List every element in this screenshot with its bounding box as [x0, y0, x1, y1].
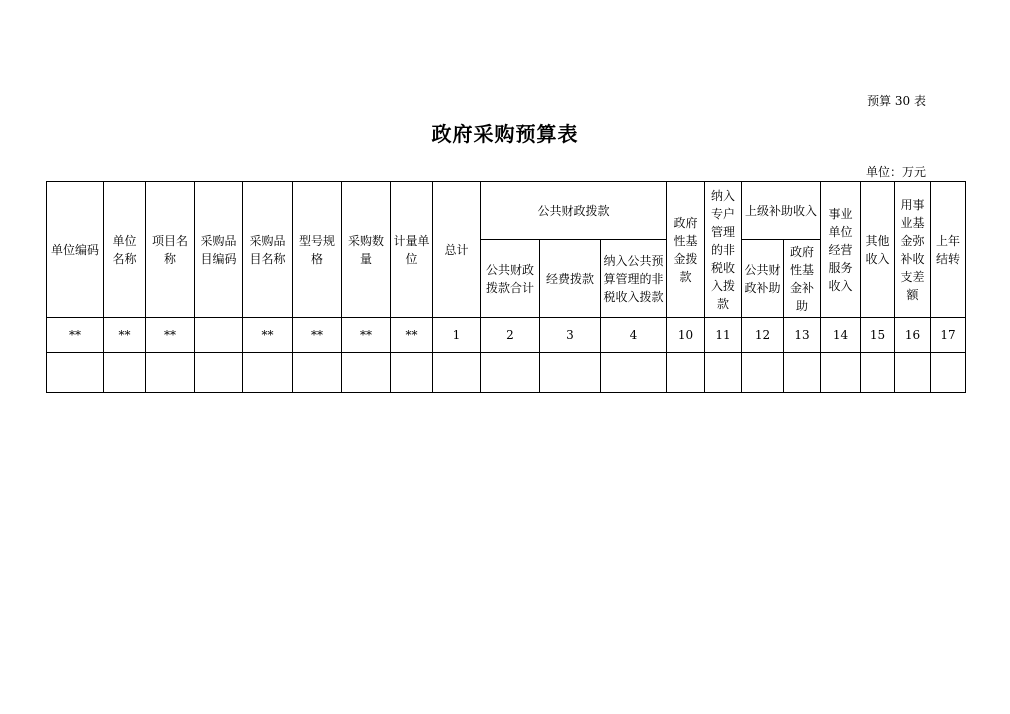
header-superior-public-finance: 公共财政补助: [742, 240, 784, 318]
code-cell: 13: [784, 318, 821, 353]
code-cell: **: [146, 318, 195, 353]
data-cell: [931, 353, 966, 393]
code-cell: **: [391, 318, 433, 353]
header-superior-gov-fund: 政府性基金补助: [784, 240, 821, 318]
code-cell: 3: [540, 318, 601, 353]
data-cell: [391, 353, 433, 393]
code-cell: **: [342, 318, 391, 353]
header-project-name: 项目名称: [146, 182, 195, 318]
data-row: [47, 353, 966, 393]
data-cell: [243, 353, 293, 393]
code-cell: **: [243, 318, 293, 353]
header-superior-subsidy: 上级补助收入: [742, 182, 821, 240]
data-cell: [433, 353, 481, 393]
code-cell: 2: [481, 318, 540, 353]
header-unit-name: 单位名称: [104, 182, 146, 318]
procurement-budget-table: [46, 181, 966, 393]
header-operating-income: 事业单位经营服务收入: [821, 182, 861, 318]
header-measure-unit: 计量单位: [391, 182, 433, 318]
data-cell: [784, 353, 821, 393]
header-other-income: 其他收入: [861, 182, 895, 318]
header-item-code: 采购品目编码: [195, 182, 243, 318]
data-cell: [195, 353, 243, 393]
data-cell: [104, 353, 146, 393]
code-cell: 4: [601, 318, 667, 353]
data-cell: [705, 353, 742, 393]
data-cell: [895, 353, 931, 393]
data-cell: [47, 353, 104, 393]
form-number: 预算 30 表: [867, 94, 926, 108]
header-spec: 型号规格: [293, 182, 342, 318]
data-cell: [146, 353, 195, 393]
code-cell: 10: [667, 318, 705, 353]
code-cell: 12: [742, 318, 784, 353]
header-fund-balance: 用事业基金弥补收支差额: [895, 182, 931, 318]
data-cell: [861, 353, 895, 393]
data-cell: [481, 353, 540, 393]
code-cell: 17: [931, 318, 966, 353]
header-quantity: 采购数量: [342, 182, 391, 318]
header-total: 总计: [433, 182, 481, 318]
header-carry-over: 上年结转: [931, 182, 966, 318]
data-cell: [540, 353, 601, 393]
column-code-row: [47, 318, 966, 353]
code-cell: 15: [861, 318, 895, 353]
data-cell: [293, 353, 342, 393]
code-cell: [195, 318, 243, 353]
header-item-name: 采购品目名称: [243, 182, 293, 318]
code-cell: **: [104, 318, 146, 353]
header-special-non-tax: 纳入专户管理的非税收入拨款: [705, 182, 742, 318]
data-cell: [667, 353, 705, 393]
header-public-finance-total: 公共财政拨款合计: [481, 240, 540, 318]
page-title: 政府采购预算表: [431, 122, 579, 146]
unit-label: 单位：万元: [865, 165, 926, 179]
data-cell: [742, 353, 784, 393]
header-public-finance: 公共财政拨款: [481, 182, 667, 240]
header-unit-code: 单位编码: [47, 182, 104, 318]
code-cell: 14: [821, 318, 861, 353]
code-cell: 16: [895, 318, 931, 353]
data-cell: [821, 353, 861, 393]
header-funding-appropriation: 经费拨款: [540, 240, 601, 318]
code-cell: 1: [433, 318, 481, 353]
data-cell: [601, 353, 667, 393]
header-gov-fund: 政府性基金拨款: [667, 182, 705, 318]
code-cell: 11: [705, 318, 742, 353]
data-cell: [342, 353, 391, 393]
code-cell: **: [47, 318, 104, 353]
header-non-tax-in-budget: 纳入公共预算管理的非税收入拨款: [601, 240, 667, 318]
code-cell: **: [293, 318, 342, 353]
